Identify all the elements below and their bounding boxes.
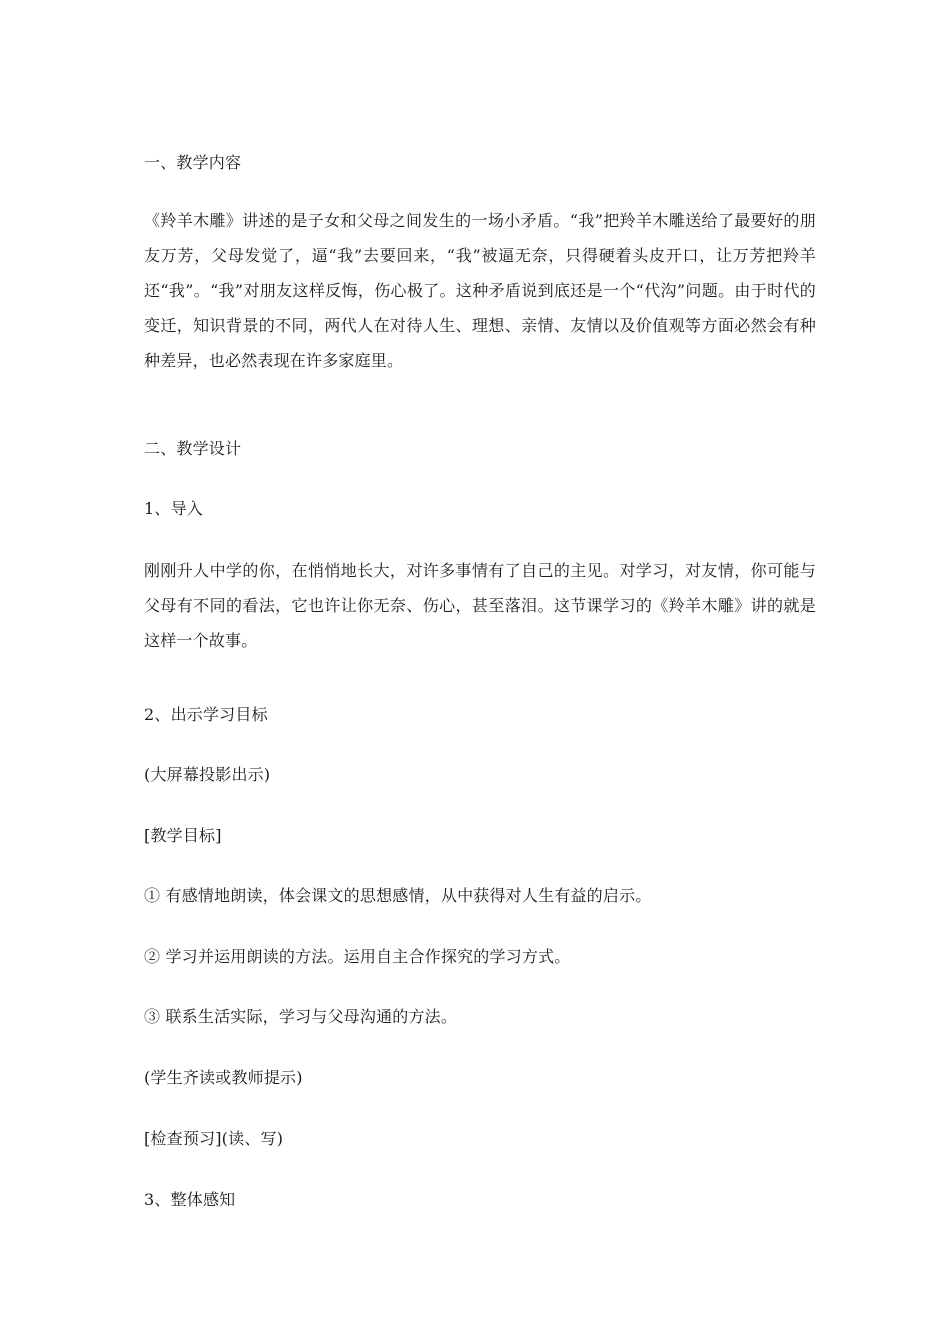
step-1-title: 1、导入: [144, 499, 203, 518]
intro-paragraph: 刚刚升人中学的你，在悄悄地长大，对许多事情有了自己的主见。对学习，对友情，你可能与父母有不同的看法，它也许让你无奈、伤心，甚至落泪。这节课学习的《羚羊木雕》讲的就是这样一个故事。: [144, 561, 816, 650]
section-heading-content: 一、教学内容: [144, 153, 242, 172]
section-heading-design: 二、教学设计: [144, 439, 242, 458]
objectives-label: [教学目标]: [144, 826, 222, 845]
step-3-title: 3、整体感知: [144, 1190, 236, 1209]
objective-item-3: ③ 联系生活实际，学习与父母沟通的方法。: [144, 1007, 458, 1026]
step-2-title: 2、出示学习目标: [144, 705, 268, 724]
preview-label: [检查预习](读、写): [144, 1129, 284, 1148]
objective-item-1: ① 有感情地朗读，体会课文的思想感情，从中获得对人生有益的启示。: [144, 886, 652, 905]
projection-note: (大屏幕投影出示): [144, 765, 271, 784]
reading-note: (学生齐读或教师提示): [144, 1068, 303, 1087]
objective-item-2: ② 学习并运用朗读的方法。运用自主合作探究的学习方式。: [144, 947, 571, 966]
content-paragraph: 《羚羊木雕》讲述的是子女和父母之间发生的一场小矛盾。“我”把羚羊木雕送给了最要好的朋友万芳，父母发觉了，逼“我”去要回来，“我”被逼无奈，只得硬着头皮开口，让万芳把羚羊还“我”。“我”对朋友这样反悔，伤心极了。这种矛盾说到底还是一个“代沟”问题。由于时代的变迁，知识背景的不同，两代人在对待人生、理想、亲情、友情以及价值观等方面必然会有种种差异，也必然表现在许多家庭里。: [144, 211, 816, 370]
